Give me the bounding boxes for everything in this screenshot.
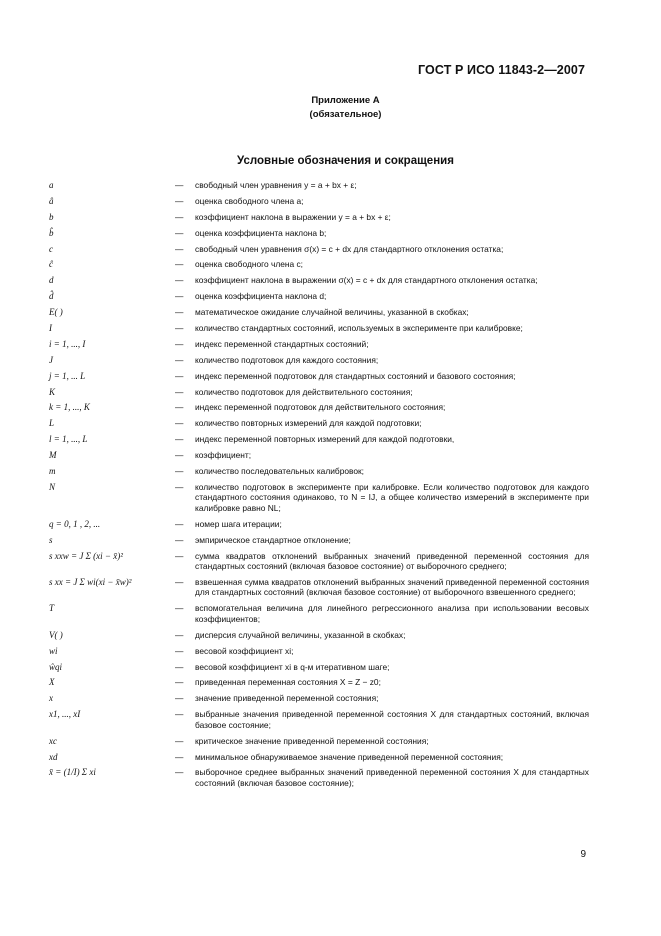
symbol: xc: [49, 735, 57, 746]
symbol-description: количество подготовок для действительного состояния;: [195, 386, 413, 397]
symbol-row: [49, 180, 589, 191]
dash-separator: —: [175, 180, 184, 190]
symbol-row: [49, 603, 589, 624]
section-title: Условные обозначения и сокращения: [237, 155, 454, 167]
symbol: N: [49, 481, 56, 492]
symbol-description: индекс переменной подготовок для стандартных состояний и базового состояния;: [195, 370, 516, 381]
symbol: K: [49, 386, 56, 397]
symbol-description: весовой коэффициент xi;: [195, 645, 294, 656]
dash-separator: —: [175, 481, 184, 492]
symbol-description: коэффициент наклона в выражении σ(x) = c + dx для стандартного отклонения остатка;: [195, 275, 538, 286]
dash-separator: —: [175, 661, 184, 672]
symbol-description: приведенная переменная состояния X = Z − z0;: [195, 677, 381, 688]
symbol-description: оценка коэффициента наклона b;: [195, 227, 327, 238]
dash-separator: —: [175, 291, 184, 302]
symbol-row: [49, 323, 589, 334]
dash-separator: —: [175, 275, 184, 286]
dash-separator: —: [175, 576, 184, 587]
symbol: x1, ..., xI: [49, 709, 81, 720]
symbol: l = 1, ..., L: [49, 434, 88, 445]
symbol-description: минимальное обнаруживаемое значение приведенной переменной состояния;: [195, 751, 504, 762]
symbol-row: [49, 646, 589, 657]
symbol-row: [49, 709, 589, 730]
dash-separator: —: [175, 354, 184, 365]
dash-separator: —: [175, 195, 184, 206]
dash-separator: —: [175, 370, 184, 381]
symbol-description: критическое значение приведенной переменной состояния;: [195, 735, 429, 746]
symbol-description: индекс переменной повторных измерений для каждой подготовки,: [195, 434, 455, 445]
symbol-row: [49, 259, 589, 270]
dash-separator: —: [175, 645, 184, 656]
symbol-row: [49, 736, 589, 747]
symbol-row: [49, 752, 589, 763]
symbol: s xx = J Σ wi(xi − x̄w)²: [49, 576, 132, 587]
symbol: j = 1, ... L: [49, 370, 86, 381]
symbol-row: [49, 387, 589, 398]
symbol-description: свободный член уравнения y = a + bx + ε;: [195, 180, 357, 190]
symbol-row: [49, 693, 589, 704]
symbol-row: [49, 767, 589, 788]
symbol: xd: [49, 751, 58, 762]
symbol: a: [49, 180, 54, 190]
symbol-description: выбранные значения приведенной переменной состояния X для стандартных состояний, включая базовое состояние;: [195, 709, 589, 730]
symbol-description: вспомогательная величина для линейного регрессионного анализа при использовании весовых коэффициентов;: [195, 603, 589, 624]
dash-separator: —: [175, 338, 184, 349]
symbol-description: дисперсия случайной величины, указанной в скобках;: [195, 629, 406, 640]
dash-separator: —: [175, 709, 184, 720]
document-code: ГОСТ Р ИСО 11843-2—2007: [418, 63, 585, 77]
symbol-row: [49, 339, 589, 350]
symbol: x: [49, 693, 53, 704]
symbol-description: номер шага итерации;: [195, 518, 282, 529]
symbol-description: количество повторных измерений для каждой подготовки;: [195, 418, 422, 429]
dash-separator: —: [175, 629, 184, 640]
symbol-description: свободный член уравнения σ(x) = c + dx для стандартного отклонения остатка;: [195, 243, 504, 254]
dash-separator: —: [175, 402, 184, 413]
symbol: T: [49, 603, 55, 614]
symbol-row: [49, 551, 589, 572]
dash-separator: —: [175, 603, 184, 614]
symbol-row: [49, 434, 589, 445]
symbol: s xxw = J Σ (xi − x̄)²: [49, 550, 123, 561]
symbol-row: [49, 355, 589, 366]
symbol-description: оценка коэффициента наклона d;: [195, 291, 327, 302]
symbol-row: [49, 418, 589, 429]
symbol-description: взвешенная сумма квадратов отклонений выбранных значений приведенной переменной состояния для стандартных состояний (включая базовое состояние) от выборочного взвешенного среднего;: [195, 576, 589, 598]
symbol-row: [49, 450, 589, 461]
dash-separator: —: [175, 418, 184, 429]
symbol-description: количество последовательных калибровок;: [195, 466, 365, 477]
annex-heading: [0, 94, 661, 122]
symbol-description: количество подготовок для каждого состояния;: [195, 354, 379, 365]
symbol-description: значение приведенной переменной состояния;: [195, 693, 379, 704]
annex-title: Приложение А: [311, 95, 380, 106]
symbol-row: [49, 196, 589, 207]
symbol: I: [49, 323, 52, 334]
symbol: â: [49, 195, 54, 206]
dash-separator: —: [175, 677, 184, 688]
symbol-description: математическое ожидание случайной величины, указанной в скобках;: [195, 307, 469, 318]
symbol-row: [49, 577, 589, 598]
symbol-row: [49, 519, 589, 530]
dash-separator: —: [175, 386, 184, 397]
symbol: q = 0, 1 , 2, ...: [49, 518, 101, 529]
symbol-description: оценка свободного члена a;: [195, 195, 304, 206]
symbol: b: [49, 211, 54, 222]
symbol: M: [49, 450, 57, 461]
symbol-description: индекс переменной стандартных состояний;: [195, 338, 369, 349]
symbol-row: [49, 662, 589, 673]
symbol: m: [49, 466, 56, 477]
annex-subtitle: (обязательное): [309, 109, 382, 120]
symbol-description: количество стандартных состояний, используемых в эксперименте при калибровке;: [195, 323, 523, 334]
symbol-row: [49, 466, 589, 477]
dash-separator: —: [175, 307, 184, 318]
dash-separator: —: [175, 550, 184, 561]
dash-separator: —: [175, 466, 184, 477]
symbol: V( ): [49, 629, 63, 640]
symbol-row: [49, 228, 589, 239]
dash-separator: —: [175, 450, 184, 461]
symbol-row: [49, 212, 589, 223]
symbol: ŵqi: [49, 661, 63, 672]
dash-separator: —: [175, 534, 184, 545]
symbol-row: [49, 630, 589, 641]
symbol-description: количество подготовок в эксперименте при калибровке. Если количество подготовок для каждого стандартного состояния одинаково, то N = IJ, а общее количество измерений в эксперименте при калибровке равно NL;: [195, 481, 589, 513]
dash-separator: —: [175, 767, 184, 778]
symbol: ĉ: [49, 259, 53, 270]
symbol-row: [49, 307, 589, 318]
symbol: d̂: [49, 291, 54, 302]
symbol-row: [49, 535, 589, 546]
symbol: b̂: [49, 227, 54, 238]
dash-separator: —: [175, 211, 184, 222]
dash-separator: —: [175, 434, 184, 445]
symbol: E( ): [49, 307, 63, 318]
symbol: s: [49, 534, 53, 545]
symbol: wi: [49, 645, 58, 656]
symbol-description: коэффициент наклона в выражении y = a + bx + ε;: [195, 211, 391, 222]
symbol-row: [49, 482, 589, 514]
page-number: 9: [580, 849, 586, 860]
symbol-row: [49, 677, 589, 688]
symbol: i = 1, ..., I: [49, 338, 86, 349]
symbol-row: [49, 291, 589, 302]
symbol: x̄ = (1/I) Σ xi: [49, 767, 96, 778]
symbol-description: выборочное среднее выбранных значений приведенной переменной состояния X для стандартных состояний (включая базовое состояние);: [195, 767, 589, 788]
symbol-row: [49, 402, 589, 413]
symbol-description: оценка свободного члена c;: [195, 259, 304, 270]
symbol-row: [49, 371, 589, 382]
symbol: L: [49, 418, 55, 429]
dash-separator: —: [175, 751, 184, 762]
symbol: d: [49, 275, 54, 286]
dash-separator: —: [175, 243, 184, 254]
symbols-list: [49, 180, 589, 794]
symbol-description: индекс переменной подготовок для действительного состояния;: [195, 402, 446, 413]
symbol-row: [49, 244, 589, 255]
symbol-description: сумма квадратов отклонений выбранных значений приведенной переменной состояния для стандартных состояний (включая базовое состояние) от выборочного среднего;: [195, 550, 589, 572]
dash-separator: —: [175, 323, 184, 334]
symbol: X: [49, 677, 55, 688]
symbol-description: эмпирическое стандартное отклонение;: [195, 534, 351, 545]
dash-separator: —: [175, 259, 184, 270]
dash-separator: —: [175, 693, 184, 704]
symbol-description: весовой коэффициент xi в q-м итеративном шаге;: [195, 661, 390, 672]
symbol-row: [49, 275, 589, 286]
dash-separator: —: [175, 227, 184, 238]
symbol: c: [49, 243, 53, 254]
symbol: k = 1, ..., K: [49, 402, 90, 413]
symbol-description: коэффициент;: [195, 450, 252, 461]
symbol: J: [49, 354, 53, 365]
dash-separator: —: [175, 518, 184, 529]
dash-separator: —: [175, 735, 184, 746]
